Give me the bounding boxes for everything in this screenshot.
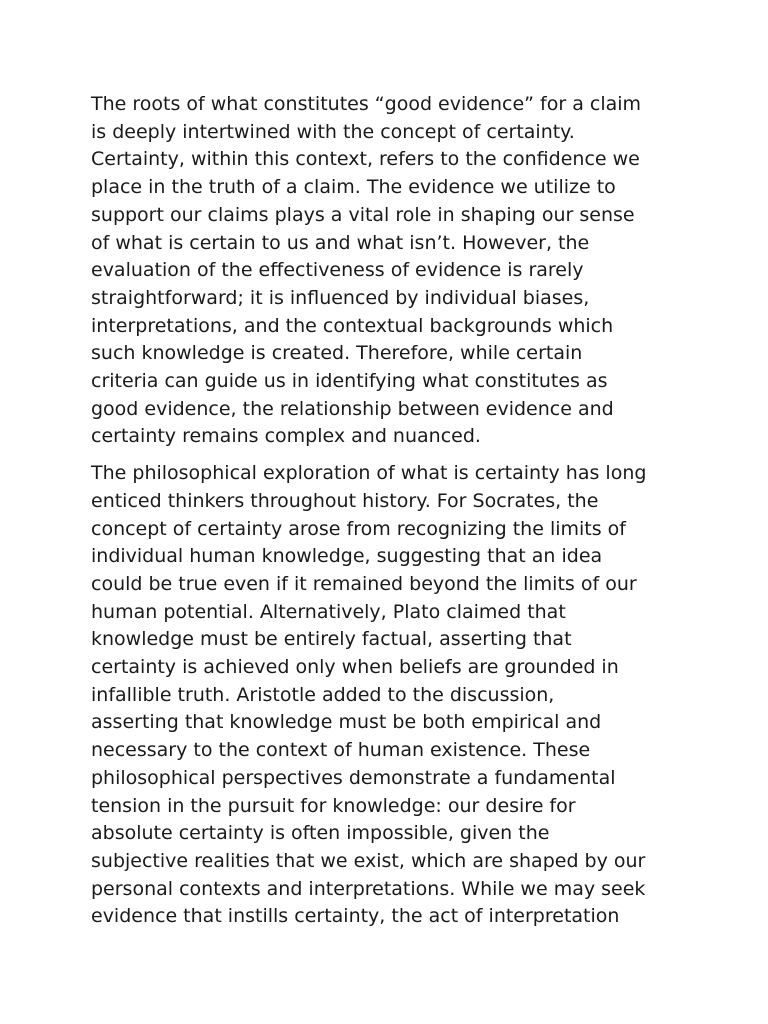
paragraph-line: evaluation of the effectiveness of evidence is rarely [91,259,584,282]
paragraph-line: place in the truth of a claim. The evidence we utilize to [91,176,616,199]
paragraph-line: evidence that instills certainty, the act of interpretation [91,905,620,928]
paragraph-line: of what is certain to us and what isn’t. However, the [91,231,590,254]
paragraph-line: certainty remains complex and nuanced. [91,425,481,448]
paragraph-line: enticed thinkers throughout history. For Socrates, the [91,489,599,512]
paragraph-1 [91,91,691,451]
paragraph-line: good evidence, the relationship between evidence and [91,397,614,420]
paragraph-line: is deeply intertwined with the concept of certainty. [91,120,575,143]
paragraph-line: could be true even if it remained beyond the limits of our [91,572,637,595]
paragraph-line: The philosophical exploration of what is certainty has long [91,462,647,485]
paragraph-line: straightforward; it is influenced by individual biases, [91,286,590,309]
paragraph-line: infallible truth. Aristotle added to the discussion, [91,683,555,706]
paragraph-line: knowledge must be entirely factual, asserting that [91,628,572,651]
paragraph-line: concept of certainty arose from recognizing the limits of [91,517,626,540]
paragraph-line: necessary to the context of human existence. These [91,739,591,762]
document-body [91,91,691,931]
paragraph-line: interpretations, and the contextual backgrounds which [91,314,614,337]
paragraph-line: asserting that knowledge must be both empirical and [91,711,602,734]
paragraph-line: human potential. Alternatively, Plato claimed that [91,600,566,623]
paragraph-line: tension in the pursuit for knowledge: our desire for [91,794,576,817]
paragraph-line: support our claims plays a vital role in shaping our sense [91,203,635,226]
paragraph-line: The roots of what constitutes “good evidence” for a claim [91,93,642,115]
paragraph-line: certainty is achieved only when beliefs are grounded in [91,656,619,679]
paragraph-line: Certainty, within this context, refers to the confidence we [91,148,640,171]
paragraph-2 [91,460,691,931]
paragraph-line: criteria can guide us in identifying what constitutes as [91,370,608,393]
paragraph-line: individual human knowledge, suggesting that an idea [91,545,603,568]
paragraph-line: personal contexts and interpretations. While we may seek [91,877,646,900]
paragraph-line: such knowledge is created. Therefore, while certain [91,342,583,365]
paragraph-line: philosophical perspectives demonstrate a fundamental [91,766,616,789]
paragraph-line: subjective realities that we exist, which are shaped by our [91,849,646,872]
paragraph-line: absolute certainty is often impossible, given the [91,822,550,845]
